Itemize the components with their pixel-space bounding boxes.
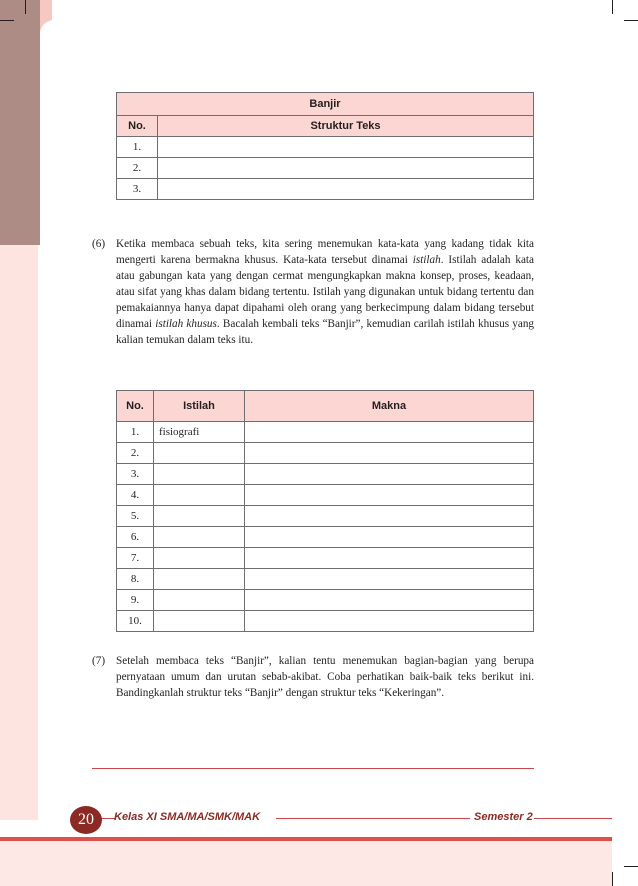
makna-cell[interactable]: [245, 569, 534, 590]
row-number: 7.: [117, 548, 154, 569]
makna-cell[interactable]: [245, 506, 534, 527]
section-divider: [92, 768, 534, 769]
table-row: [117, 443, 534, 464]
crop-mark: [612, 0, 613, 14]
paragraph-7: [92, 653, 534, 701]
crop-mark: [25, 0, 26, 14]
istilah-cell[interactable]: [154, 443, 245, 464]
makna-cell[interactable]: [245, 443, 534, 464]
footer-book-title: Kelas XI SMA/MA/SMK/MAK: [114, 811, 261, 823]
footer-semester: Semester 2: [474, 811, 533, 823]
crop-mark: [0, 20, 14, 21]
col-header-no: No.: [117, 391, 154, 422]
table-row: [117, 527, 534, 548]
emphasis: istilah: [412, 254, 441, 266]
paragraph-number: (6): [92, 238, 106, 250]
crop-mark: [624, 866, 638, 867]
makna-cell[interactable]: [245, 527, 534, 548]
row-number: 9.: [117, 590, 154, 611]
col-header-no: No.: [117, 116, 158, 137]
footer-line: [276, 818, 470, 819]
paragraph-6: [92, 236, 534, 348]
row-cell[interactable]: [158, 179, 534, 200]
row-number: 4.: [117, 485, 154, 506]
istilah-cell[interactable]: [154, 527, 245, 548]
footer-line: [534, 818, 612, 819]
crop-mark: [624, 20, 638, 21]
table-row: [117, 179, 534, 200]
table-row: [117, 158, 534, 179]
band-curve: [40, 20, 56, 250]
table-struktur-teks: [116, 92, 534, 200]
row-number: 2.: [117, 443, 154, 464]
istilah-cell[interactable]: [154, 506, 245, 527]
makna-cell[interactable]: [245, 464, 534, 485]
text-segment: Ketika membaca sebuah teks, kita sering menemukan kata-kata yang kadang tidak kita mengerti karena bermakna khusus. Kata-kata tersebut dinamai: [116, 238, 534, 266]
col-header-makna: Makna: [245, 391, 534, 422]
table-row: [117, 611, 534, 632]
istilah-cell[interactable]: [154, 464, 245, 485]
paragraph-number: (7): [92, 655, 106, 667]
paragraph-text: [116, 236, 534, 348]
row-number: 3.: [117, 464, 154, 485]
col-header-istilah: Istilah: [154, 391, 245, 422]
istilah-cell[interactable]: [154, 590, 245, 611]
footer-band: [0, 841, 612, 886]
row-number: 1.: [117, 422, 154, 443]
istilah-cell[interactable]: [154, 548, 245, 569]
paragraph-text: Setelah membaca teks “Banjir”, kalian tentu menemukan bagian-bagian yang berupa pernyataan umum dan urutan sebab-akibat. Coba perhatikan baik-baik teks berikut ini. Bandingkanlah struktur teks “Banjir” dengan struktur teks “Kekeringan”.: [116, 655, 534, 699]
row-number: 3.: [117, 179, 158, 200]
row-number: 8.: [117, 569, 154, 590]
makna-cell[interactable]: [245, 548, 534, 569]
table-row: [117, 464, 534, 485]
makna-cell[interactable]: [245, 422, 534, 443]
table-istilah: [116, 390, 534, 632]
makna-cell[interactable]: [245, 485, 534, 506]
istilah-cell[interactable]: fisiografi: [154, 422, 245, 443]
istilah-cell[interactable]: [154, 611, 245, 632]
left-dark-band: [0, 0, 40, 245]
text-segment: . Istilah adalah kata atau gabungan kata yang dengan cermat mengungkapkan makna konsep, proses, keadaan, atau sifat yang khas dalam bidang tertentu. Istilah yang digunakan untuk bidang tertentu dan pemakaiannya hanya dapat dipahami oleh orang yang berkecimpung dalam bidang tersebut dinamai: [116, 254, 534, 330]
table-row: [117, 422, 534, 443]
table-row: [117, 506, 534, 527]
text-segment: . Bacalah kembali teks “Banjir”, kemudian carilah istilah khusus yang kalian temukan dalam teks itu.: [116, 318, 535, 346]
table-row: [117, 590, 534, 611]
makna-cell[interactable]: [245, 611, 534, 632]
row-cell[interactable]: [158, 158, 534, 179]
row-number: 2.: [117, 158, 158, 179]
row-number: 1.: [117, 137, 158, 158]
istilah-cell[interactable]: [154, 569, 245, 590]
page-number-badge: 20: [70, 806, 102, 834]
row-number: 6.: [117, 527, 154, 548]
table-row: [117, 569, 534, 590]
table-row: [117, 137, 534, 158]
table-row: [117, 485, 534, 506]
col-header-struktur: Struktur Teks: [158, 116, 534, 137]
row-cell[interactable]: [158, 137, 534, 158]
istilah-cell[interactable]: [154, 485, 245, 506]
table-title: Banjir: [117, 93, 534, 116]
emphasis: istilah khusus: [155, 318, 217, 330]
makna-cell[interactable]: [245, 590, 534, 611]
row-number: 5.: [117, 506, 154, 527]
crop-mark: [612, 872, 613, 886]
row-number: 10.: [117, 611, 154, 632]
table-row: [117, 548, 534, 569]
